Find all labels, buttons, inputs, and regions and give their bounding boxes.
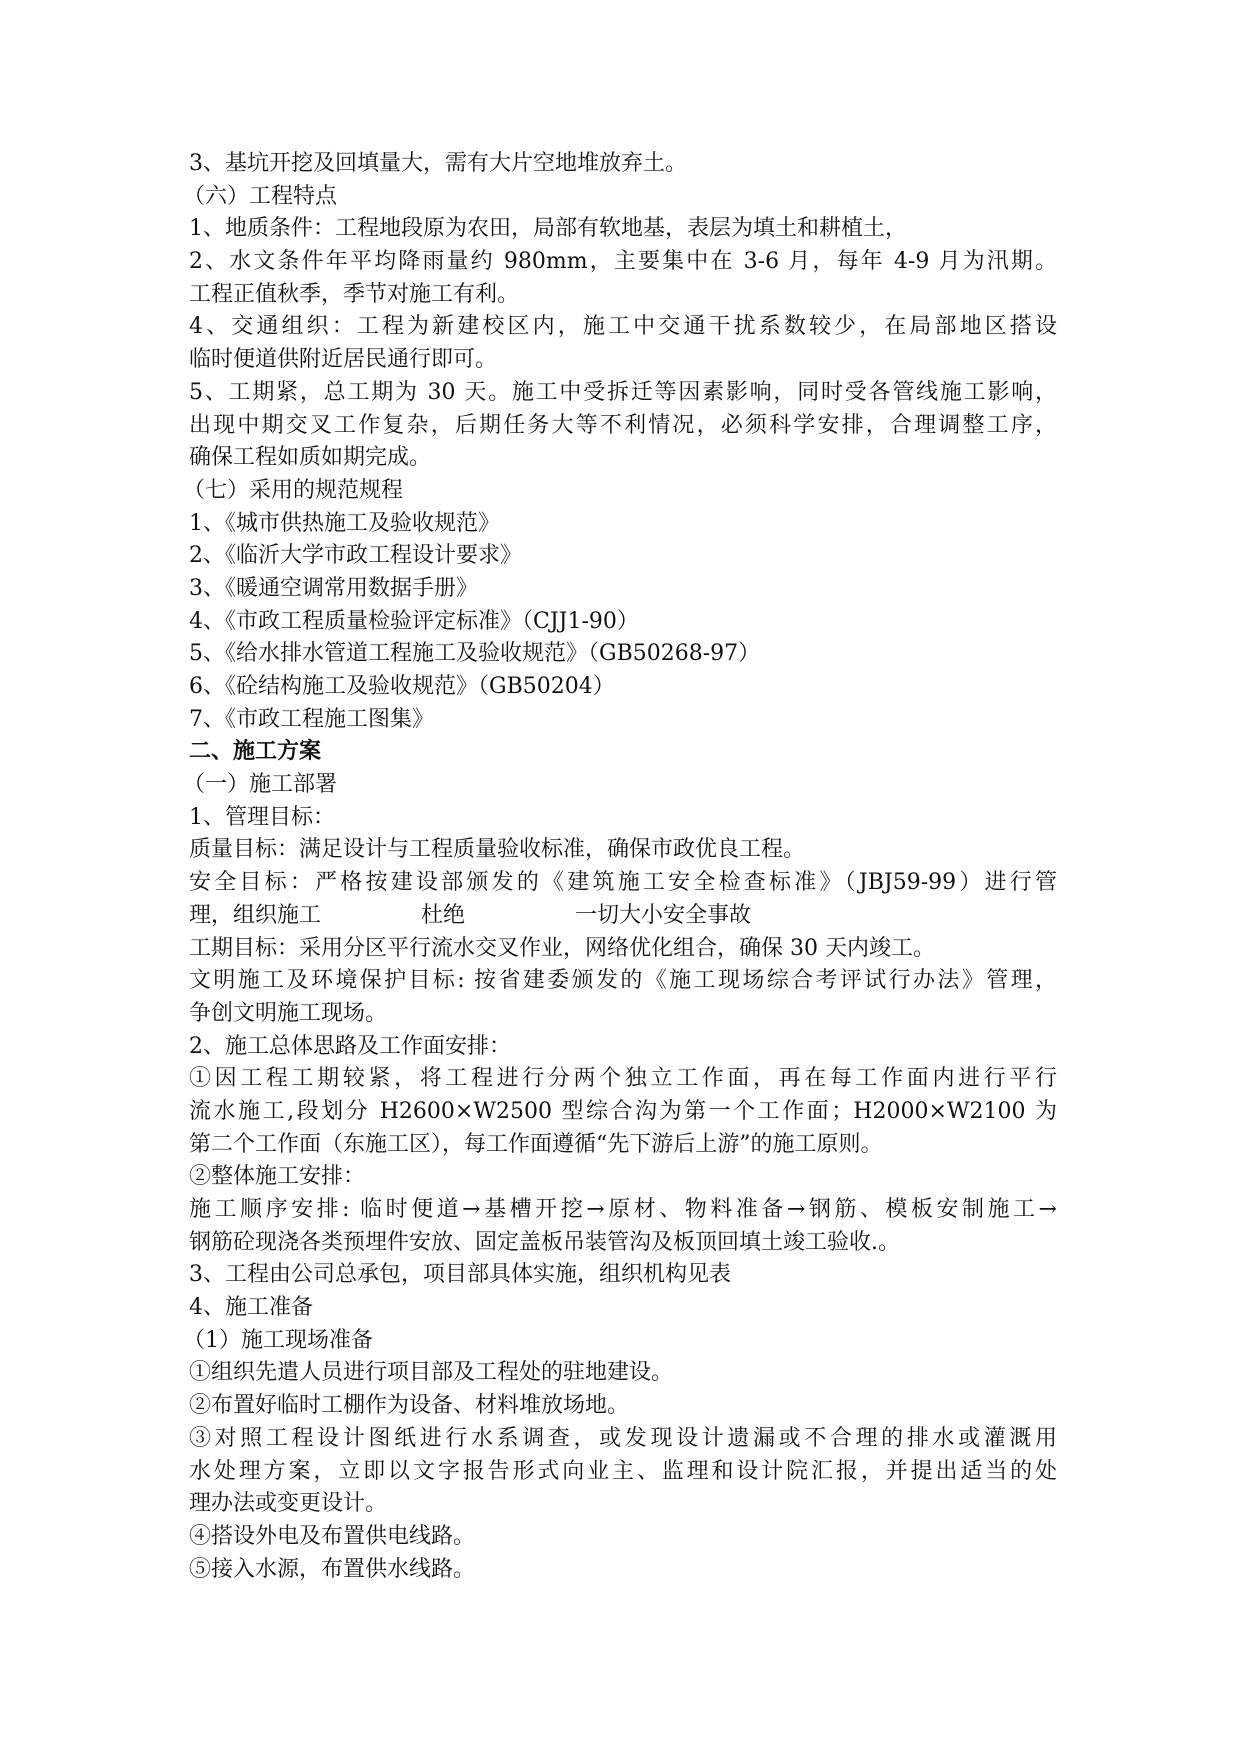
text-line: 2、水文条件年平均降雨量约 980mm，主要集中在 3-6 月，每年 4-9 月为汛期。 bbox=[189, 249, 1057, 275]
text-line: ④搭设外电及布置供电线路。 bbox=[189, 1523, 476, 1549]
text-line: 质量目标：满足设计与工程质量验收标准，确保市政优良工程。 bbox=[189, 837, 806, 863]
section-heading: （六）工程特点 bbox=[183, 183, 338, 209]
text-line: 文明施工及环境保护目标: 按省建委颁发的《施工现场综合考评试行办法》管理， bbox=[189, 968, 1057, 994]
text-line: 施工顺序安排: 临时便道→基槽开挖→原材、物料准备→钢筋、模板安制施工→ bbox=[189, 1197, 1057, 1222]
text-line: ⑤接入水源，布置供水线路。 bbox=[189, 1556, 476, 1582]
document-body bbox=[183, 148, 1057, 1586]
text-line: ①组织先遣人员进行项目部及工程处的驻地建设。 bbox=[189, 1360, 674, 1386]
standard-item: 1、《城市供热施工及验收规范》 bbox=[189, 510, 500, 536]
text-line: 5、工期紧，总工期为 30 天。施工中受拆迁等因素影响，同时受各管线施工影响， bbox=[189, 379, 1057, 405]
text-line: 4、交通组织：工程为新建校区内，施工中交通干扰系数较少，在局部地区搭设 bbox=[189, 314, 1057, 340]
text-line: 4、施工准备 bbox=[189, 1295, 313, 1321]
section-heading: （七）采用的规范规程 bbox=[183, 477, 404, 503]
text-line: 1、地质条件：工程地段原为农田，局部有软地基，表层为填土和耕植土， bbox=[189, 216, 907, 242]
text-line: 钢筋砼现浇各类预埋件安放、固定盖板吊装管沟及板顶回填土竣工验收.。 bbox=[189, 1229, 900, 1255]
text-line: 临时便道供附近居民通行即可。 bbox=[189, 347, 498, 373]
text-line: ①因工程工期较紧，将工程进行分两个独立工作面，再在每工作面内进行平行 bbox=[189, 1066, 1057, 1092]
text-line: ②布置好临时工棚作为设备、材料堆放场地。 bbox=[189, 1393, 630, 1419]
text-line: 水处理方案，立即以文字报告形式向业主、监理和设计院汇报，并提出适当的处 bbox=[189, 1458, 1057, 1484]
text-line: 第二个工作面（东施工区），每工作面遵循“先下游后上游”的施工原则。 bbox=[189, 1131, 883, 1157]
text-line: 确保工程如质如期完成。 bbox=[189, 445, 432, 471]
text-line: 理办法或变更设计。 bbox=[189, 1491, 388, 1517]
text-line-gapped bbox=[189, 900, 1057, 933]
section-heading: （一）施工部署 bbox=[183, 772, 338, 798]
text-line: 流水施工,段划分 H2600×W2500 型综合沟为第一个工作面；H2000×W2100 为 bbox=[189, 1098, 1057, 1124]
standard-item: 2、《临沂大学市政工程设计要求》 bbox=[189, 543, 522, 569]
text-segment: 理，组织施工 bbox=[189, 902, 322, 928]
standard-item: 4、《市政工程质量检验评定标准》（CJJ1-90） bbox=[189, 608, 639, 634]
text-line: 安全目标：严格按建设部颁发的《建筑施工安全检查标准》（JBJ59-99）进行管 bbox=[189, 870, 1057, 896]
text-line: 工程正值秋季，季节对施工有利。 bbox=[189, 281, 520, 307]
text-line: 1、管理目标： bbox=[189, 804, 335, 830]
text-line: 出现中期交叉工作复杂，后期任务大等不利情况，必须科学安排，合理调整工序， bbox=[189, 412, 1057, 438]
text-line: ②整体施工安排： bbox=[189, 1164, 366, 1190]
text-line: 3、基坑开挖及回填量大，需有大片空地堆放弃土。 bbox=[189, 151, 687, 176]
chapter-heading: 二、施工方案 bbox=[189, 739, 322, 765]
standard-item: 5、《给水排水管道工程施工及验收规范》（GB50268-97） bbox=[189, 641, 761, 667]
standard-item: 6、《砼结构施工及验收规范》（GB50204） bbox=[189, 674, 615, 699]
text-line: 争创文明施工现场。 bbox=[189, 1000, 388, 1026]
text-line: 2、施工总体思路及工作面安排： bbox=[189, 1033, 511, 1059]
text-line: 3、工程由公司总承包，项目部具体实施，组织机构见表 bbox=[189, 1262, 731, 1288]
text-line: 工期目标：采用分区平行流水交叉作业，网络优化组合，确保 30 天内竣工。 bbox=[189, 935, 935, 961]
text-line: ③对照工程设计图纸进行水系调查，或发现设计遗漏或不合理的排水或灌溉用 bbox=[189, 1425, 1057, 1451]
text-segment: 杜绝 bbox=[421, 902, 466, 928]
standard-item: 3、《暖通空调常用数据手册》 bbox=[189, 575, 478, 601]
text-segment: 一切大小安全事故 bbox=[575, 902, 752, 928]
section-heading: （1）施工现场准备 bbox=[183, 1327, 373, 1353]
standard-item: 7、《市政工程施工图集》 bbox=[189, 706, 434, 732]
